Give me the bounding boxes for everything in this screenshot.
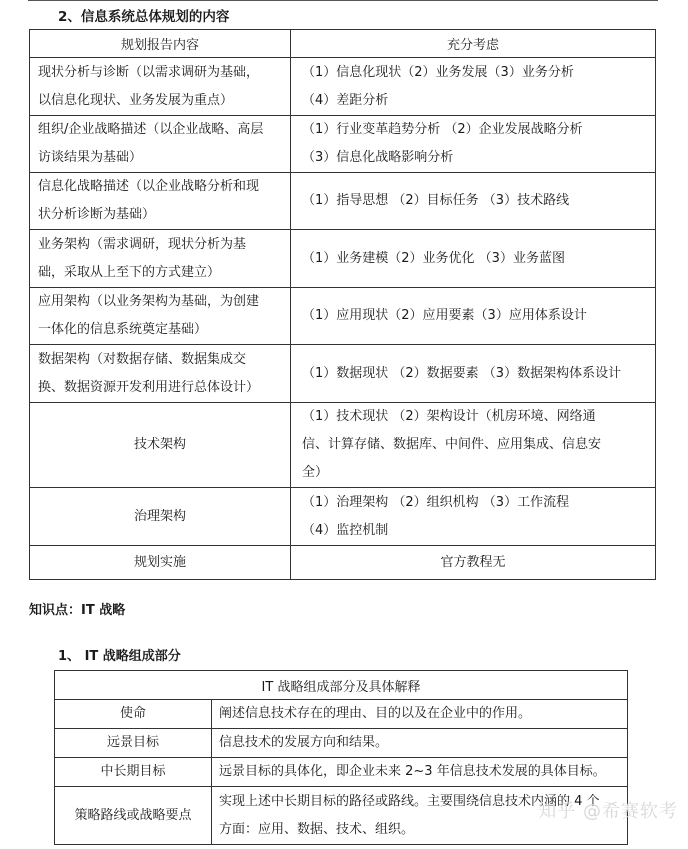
table-row [30,488,656,546]
consider-cell: （1）信息化现状（2）业务发展（3）业务分析 （4）差距分析 [291,58,656,116]
desc-cell: 信息技术的发展方向和结果。 [212,729,628,758]
table-row [30,230,656,288]
table-row [30,288,656,345]
term-cell: 策略路线或战略要点 [55,787,212,845]
consider-cell: 官方教程无 [291,546,656,580]
consider-cell: （1）技术现状 （2）架构设计（机房环境、网络通 信、计算存储、数据库、中间件、应用集成、信息安 全） [291,403,656,488]
report-content-cell: 组织/企业战略描述（以企业战略、高层 访谈结果为基础） [30,116,291,173]
consider-cell: （1）业务建模（2）业务优化 （3）业务蓝图 [291,230,656,288]
planning-content-table [29,29,656,580]
consider-cell: （1）治理架构 （2）组织机构 （3）工作流程 （4）监控机制 [291,488,656,546]
report-content-cell: 治理架构 [30,488,291,546]
term-cell: 使命 [55,700,212,729]
table-row [30,116,656,173]
table-title-row [55,671,628,700]
report-content-cell: 业务架构（需求调研，现状分析为基 础，采取从上至下的方式建立） [30,230,291,288]
term-cell: 远景目标 [55,729,212,758]
report-content-cell: 信息化战略描述（以企业战略分析和现 状分析诊断为基础） [30,173,291,230]
table-row [30,58,656,116]
header-content: 规划报告内容 [30,30,291,58]
knowledge-point-heading: 知识点：IT 战略 [29,603,126,618]
table-row [30,403,656,488]
top-divider [28,0,658,1]
section2-title: 1、 IT 战略组成部分 [58,649,181,664]
desc-cell: 实现上述中长期目标的路径或路线。主要围绕信息技术内涵的 4 个 方面：应用、数据、技术、组织。 [212,787,628,845]
table-title: IT 战略组成部分及具体解释 [55,671,628,700]
consider-cell: （1）行业变革趋势分析 （2）企业发展战略分析 （3）信息化战略影响分析 [291,116,656,173]
header-consider: 充分考虑 [291,30,656,58]
desc-cell: 阐述信息技术存在的理由、目的以及在企业中的作用。 [212,700,628,729]
report-content-cell: 规划实施 [30,546,291,580]
section1-title: 2、信息系统总体规划的内容 [58,9,230,25]
table-row [30,345,656,403]
watermark: 知乎 @希赛软考 [538,801,678,822]
table-header-row [30,30,656,58]
table-row [55,729,628,758]
desc-cell: 远景目标的具体化，即企业未来 2~3 年信息技术发展的具体目标。 [212,758,628,787]
consider-cell: （1）指导思想 （2）目标任务 （3）技术路线 [291,173,656,230]
consider-cell: （1）数据现状 （2）数据要素 （3）数据架构体系设计 [291,345,656,403]
consider-cell: （1）应用现状（2）应用要素（3）应用体系设计 [291,288,656,345]
table-row [30,173,656,230]
term-cell: 中长期目标 [55,758,212,787]
table-row [30,546,656,580]
table-row [55,758,628,787]
table-row [55,700,628,729]
report-content-cell: 现状分析与诊断（以需求调研为基础， 以信息化现状、业务发展为重点） [30,58,291,116]
report-content-cell: 数据架构（对数据存储、数据集成交 换、数据资源开发利用进行总体设计） [30,345,291,403]
report-content-cell: 应用架构（以业务架构为基础，为创建 一体化的信息系统奠定基础） [30,288,291,345]
report-content-cell: 技术架构 [30,403,291,488]
